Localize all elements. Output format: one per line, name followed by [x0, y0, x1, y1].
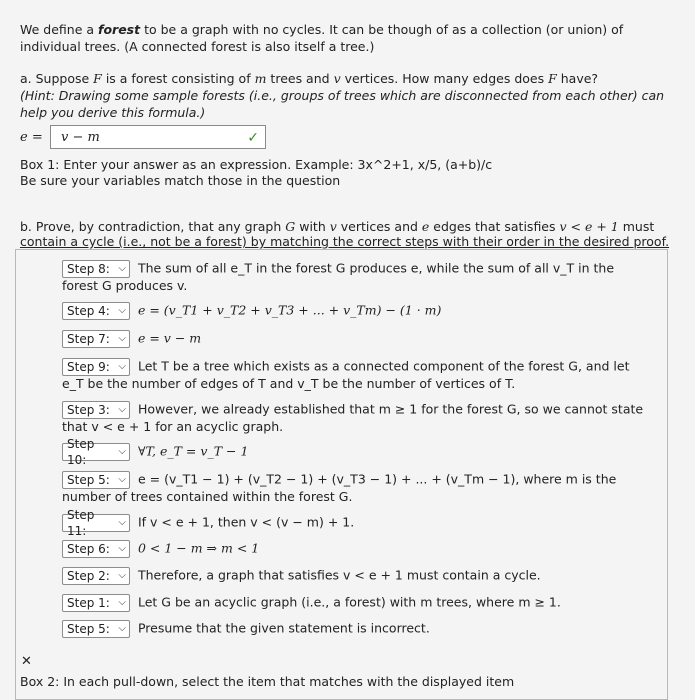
step-row	[62, 620, 644, 638]
step-select[interactable]: Step 2: ⌵	[62, 567, 130, 585]
box1-instruction: Box 1: Enter your answer as an expression. Example: 3x^2+1, x/5, (a+b)/c	[20, 157, 493, 172]
chevron-down-icon: ⌵	[118, 305, 126, 316]
step-text: Presume that the given statement is incorrect.	[137, 620, 430, 636]
step-text: e = v − m	[137, 330, 202, 346]
chevron-down-icon: ⌵	[118, 543, 126, 554]
step-row	[62, 437, 644, 467]
answer-label: e =	[20, 129, 43, 145]
x-icon: ✕	[21, 654, 32, 669]
step-text: ∀T, e_T = v_T − 1	[137, 443, 249, 459]
chevron-down-icon: ⌵	[118, 333, 126, 344]
step-row	[62, 260, 644, 294]
step-text: Let G be an acyclic graph (i.e., a forest) with m trees, where m ≥ 1.	[137, 594, 561, 610]
chevron-down-icon: ⌵	[118, 446, 126, 457]
step-text: e = (v_T1 − 1) + (v_T2 − 1) + (v_T3 − 1) + ... + (v_Tm − 1), where m is the number of trees contained within the forest G.	[62, 471, 617, 504]
step-text: If v < e + 1, then v < (v − m) + 1.	[137, 514, 355, 530]
part-a-question: a. Suppose F is a forest consisting of m trees and v vertices. How many edges does F have?	[20, 71, 599, 86]
step-select[interactable]: Step 3: ⌵	[62, 401, 130, 419]
intro-paragraph	[20, 21, 685, 55]
box1-variables-note: Be sure your variables match those in the question	[20, 173, 341, 188]
step-select[interactable]: Step 6: ⌵	[62, 540, 130, 558]
part-b-question: b. Prove, by contradiction, that any graph G with v vertices and e edges that satisfies v < e + 1 must contain a cycle (i.e., not be a forest) by matching the correct steps with their order in the desired proof.	[20, 219, 670, 249]
box2-instruction: Box 2: In each pull-down, select the item that matches with the displayed item	[20, 674, 515, 689]
step-text: e = (v_T1 + v_T2 + v_T3 + ... + v_Tm) − (1 · m)	[137, 302, 442, 318]
step-text: The sum of all e_T in the forest G produces e, while the sum of all v_T in the forest G produces v.	[62, 260, 615, 293]
chevron-down-icon: ⌵	[118, 570, 126, 581]
part-a-hint: (Hint: Drawing some sample forests (i.e., groups of trees which are disconnected from each other) can help you derive this formula.)	[20, 88, 665, 120]
step-row	[62, 508, 644, 538]
step-text: However, we already established that m ≥ 1 for the forest G, so we cannot state that v < e + 1 for an acyclic graph.	[62, 401, 644, 434]
step-select[interactable]: Step 4: ⌵	[62, 302, 130, 320]
box1-note	[20, 157, 685, 189]
step-row	[62, 302, 644, 320]
step-select[interactable]: Step 1: ⌵	[62, 594, 130, 612]
step-text: Therefore, a graph that satisfies v < e + 1 must contain a cycle.	[137, 567, 541, 583]
chevron-down-icon: ⌵	[118, 404, 126, 415]
intro-text: We define a	[20, 22, 99, 37]
step-row	[62, 594, 644, 612]
answer-value: v − m	[61, 129, 100, 145]
chevron-down-icon: ⌵	[118, 517, 126, 528]
answer-input[interactable]	[50, 125, 266, 149]
answer-row	[20, 125, 685, 149]
part-a	[20, 70, 685, 189]
chevron-down-icon: ⌵	[118, 474, 126, 485]
chevron-down-icon: ⌵	[118, 623, 126, 634]
step-select[interactable]: Step 7: ⌵	[62, 330, 130, 348]
checkmark-icon: ✓	[247, 130, 259, 146]
intro-text-rest: to be a graph with no cycles. It can be though of as a collection (or union) of individual trees. (A connected forest is also itself a tree.)	[20, 22, 624, 54]
step-row	[62, 567, 644, 585]
chevron-down-icon: ⌵	[118, 263, 126, 274]
step-text: 0 < 1 − m ⇒ m < 1	[137, 540, 260, 556]
chevron-down-icon: ⌵	[118, 597, 126, 608]
step-row	[62, 358, 644, 392]
step-text: Let T be a tree which exists as a connected component of the forest G, and let e_T be the number of edges of T and v_T be the number of vertices of T.	[62, 358, 630, 391]
step-row	[62, 401, 644, 435]
step-select[interactable]: Step 8: ⌵	[62, 260, 130, 278]
step-row	[62, 330, 644, 348]
step-row	[62, 540, 644, 558]
step-select[interactable]: Step 5: ⌵	[62, 471, 130, 489]
step-select[interactable]: Step 11: ⌵	[62, 514, 130, 532]
step-select[interactable]: Step 9: ⌵	[62, 358, 130, 376]
step-select[interactable]: Step 10: ⌵	[62, 443, 130, 461]
step-row	[62, 471, 644, 505]
steps-container	[15, 249, 668, 654]
intro-term: forest	[98, 22, 141, 37]
step-select[interactable]: Step 5: ⌵	[62, 620, 130, 638]
chevron-down-icon: ⌵	[118, 361, 126, 372]
